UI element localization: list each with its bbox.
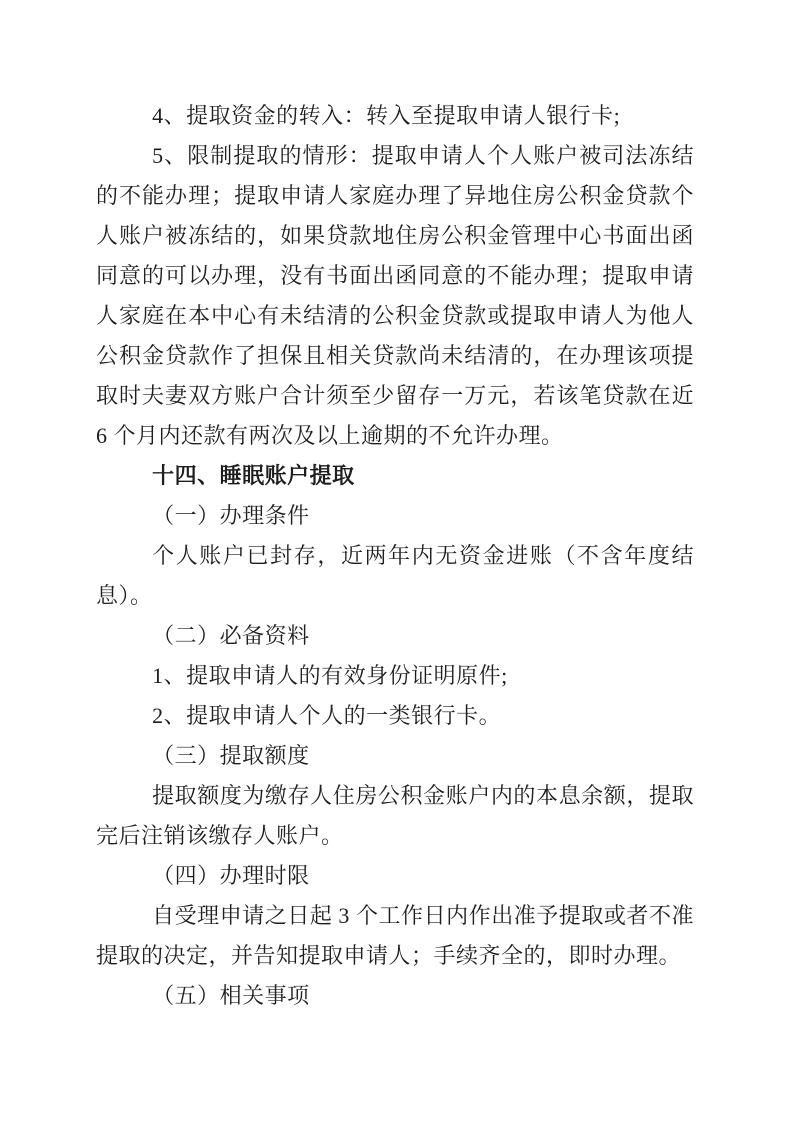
body-processing-time-detail: 自受理申请之日起 3 个工作日内作出准予提取或者不准提取的决定，并告知提取申请人；手续齐全的，即时办理。 <box>96 903 694 968</box>
list-item-fund-transfer: 4、提取资金的转入：转入至提取申请人银行卡; <box>152 103 621 128</box>
list-item-id-proof: 1、提取申请人的有效身份证明原件; <box>152 663 508 688</box>
body-conditions-detail: 个人账户已封存，近两年内无资金进账（不含年度结息）。 <box>96 543 694 608</box>
subheading-withdrawal-amount: （三）提取额度 <box>152 743 310 768</box>
body-withdrawal-amount-detail: 提取额度为缴存人住房公积金账户内的本息余额，提取完后注销该缴存人账户。 <box>96 783 694 848</box>
subheading-processing-time: （四）办理时限 <box>152 863 310 888</box>
subheading-conditions: （一）办理条件 <box>152 503 310 528</box>
subheading-related-matters: （五）相关事项 <box>152 983 310 1008</box>
subheading-required-materials: （二）必备资料 <box>152 623 310 648</box>
section-heading-dormant-account: 十四、睡眠账户提取 <box>152 463 355 488</box>
list-item-bank-card: 2、提取申请人个人的一类银行卡。 <box>152 703 502 728</box>
list-item-withdrawal-restrictions: 5、限制提取的情形：提取申请人个人账户被司法冻结的不能办理；提取申请人家庭办理了异地住房公积金贷款个人账户被冻结的，如果贷款地住房公积金管理中心书面出函同意的可以办理，没有书面出函同意的不能办理；提取申请人家庭在本中心有未结清的公积金贷款或提取申请人为他人公积金贷款作了担保且相关贷款尚未结清的，在办理该项提取时夫妻双方账户合计须至少留存一万元，若该笔贷款在近 6 个月内还款有两次及以上逾期的不允许办理。 <box>96 143 694 448</box>
